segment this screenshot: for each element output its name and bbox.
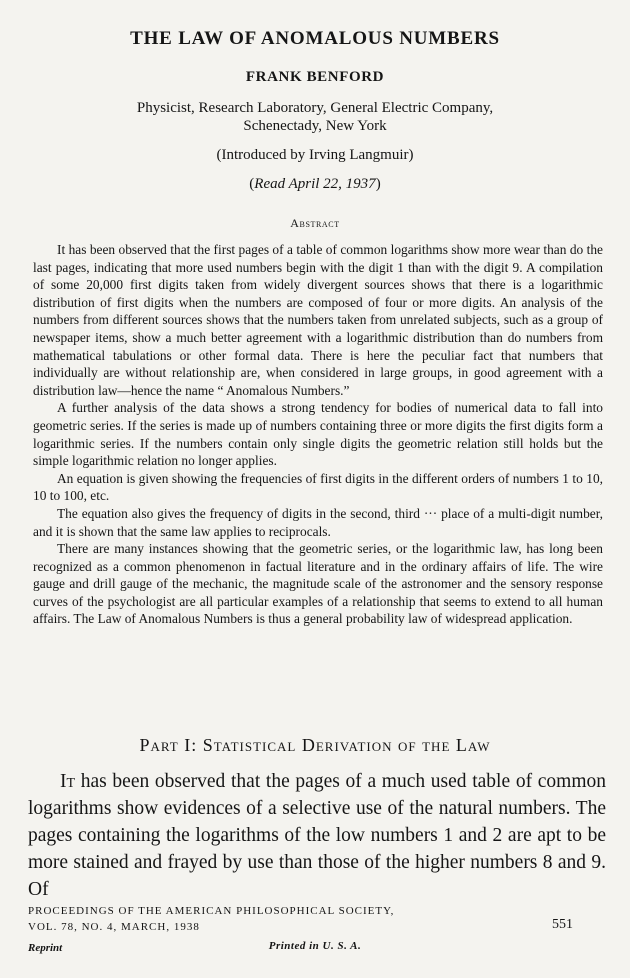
affiliation-line-1: Physicist, Research Laboratory, General Electric Company, (136, 100, 494, 116)
section-heading: Part I: Statistical Derivation of the Law (139, 735, 491, 755)
abstract-paragraph: A further analysis of the data shows a strong tendency for bodies of numerical data to fall into geometric series. If the series is made up of numbers containing three or more digits the first digits form a logarithmic series. If the numbers contain only single digits the geometric relation still holds but the simple logarithmic relation no longer applies. (33, 400, 603, 469)
abstract-paragraph: An equation is given showing the frequencies of first digits in the different orders of numbers 1 to 10, 10 to 100, etc. (33, 470, 603, 504)
abstract-paragraph: The equation also gives the frequency of digits in the second, third ··· place of a multi-digit number, and it is shown that the same law applies to reciprocals. (33, 505, 603, 539)
paper-title: THE LAW OF ANOMALOUS NUMBERS (130, 28, 500, 49)
section-body (28, 768, 606, 903)
lead-word: It (60, 771, 76, 792)
reprint-label: Reprint (28, 942, 63, 954)
introduced-by: (Introduced by Irving Langmuir) (216, 147, 414, 163)
author-name: FRANK BENFORD (245, 69, 385, 85)
printed-in-label: Printed in U. S. A. (268, 940, 362, 952)
read-date-line (0, 176, 630, 193)
read-date: Read April 22, 1937 (254, 176, 376, 192)
read-open-paren: ( (249, 176, 255, 192)
body-paragraph (28, 768, 606, 903)
page-number: 551 (552, 917, 573, 932)
abstract-body (33, 241, 603, 628)
author-affiliation (0, 99, 630, 135)
journal-name: PROCEEDINGS OF THE AMERICAN PHILOSOPHICAL SOCIETY, (28, 905, 395, 917)
read-close-paren: ) (375, 176, 381, 192)
abstract-paragraph: There are many instances showing that the geometric series, or the logarithmic law, has long been recognized as a common phenomenon in factual literature and in the ordinary affairs of life. The wire gauge and drill gauge of the mechanic, the magnitude scale of the astronomer and the sensory response curves of the psychologist are all particular examples of a relationship that seems to extend to all human affairs. The Law of Anomalous Numbers is thus a general probability law of widespread application. (33, 541, 603, 627)
affiliation-line-2: Schenectady, New York (243, 118, 387, 134)
journal-volume: VOL. 78, NO. 4, MARCH, 1938 (28, 921, 200, 933)
body-text-run: has been observed that the pages of a much used table of common logarithms show evidences of a selective use of the natural numbers. The pages containing the logarithms of the low numbers 1 and 2 are apt to be more stained and frayed by use than those of the higher numbers 8 and 9. Of (28, 771, 606, 900)
abstract-paragraph: It has been observed that the first pages of a table of common logarithms show more wear than do the last pages, indicating that more used numbers begin with the digit 1 than with the digit 9. A compilation of some 20,000 first digits taken from widely divergent sources shows that there is a logarithmic distribution of first digits when the numbers are composed of four or more digits. An analysis of the numbers from different sources shows that the numbers taken from unrelated subjects, such as a group of newspaper items, show a much better agreement with a logarithmic distribution than do numbers from mathematical tabulations or other formal data. There is here the peculiar fact that numbers that individually are without relationship are, when considered in large groups, in good agreement with a distribution law—hence the name “ Anomalous Numbers.” (33, 242, 603, 398)
abstract-heading: Abstract (290, 216, 340, 230)
